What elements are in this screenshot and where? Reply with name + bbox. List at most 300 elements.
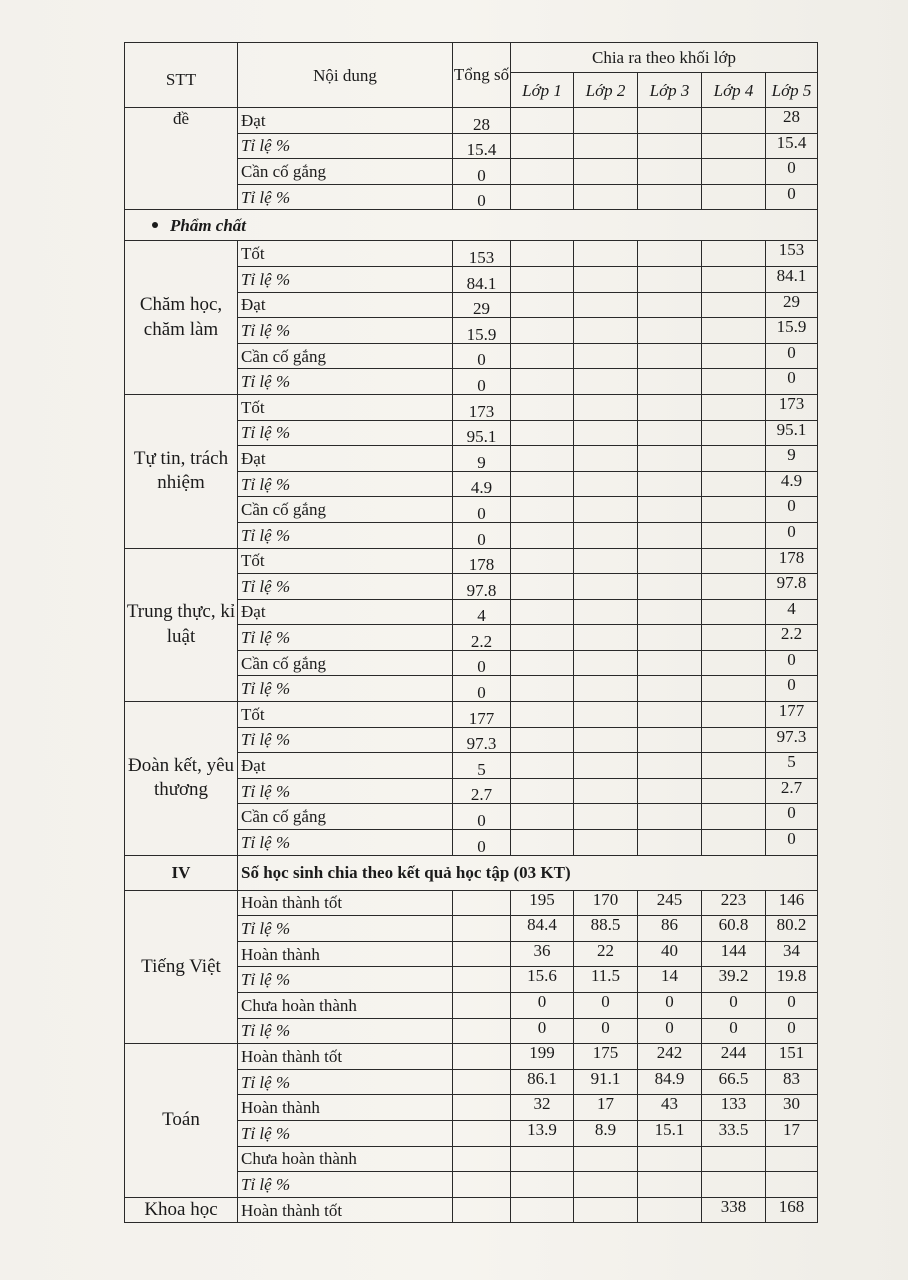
grade-5-cell: 0 [766,369,818,395]
grade-3-cell [638,1172,702,1198]
total-cell: 0 [453,497,511,523]
grade-cell [638,108,702,134]
total-cell: 0 [453,343,511,369]
row-label: Tỉ lệ % [238,318,453,344]
row-label: Cần cố gắng [238,343,453,369]
grade-5-cell: 0 [766,830,818,856]
header-noi-dung: Nội dung [238,43,453,108]
grade-5-cell: 0 [766,497,818,523]
section-pham-chat [125,210,818,241]
total-cell [453,1146,511,1172]
grade-cell [511,574,574,600]
grade-4-cell: 0 [702,1018,766,1044]
total-cell [453,967,511,993]
grade-3-cell: 15.1 [638,1120,702,1146]
total-cell: 28 [453,108,511,134]
section-pham-chat-row [125,210,818,241]
total-cell: 4 [453,599,511,625]
grade-3-cell [638,1197,702,1223]
grade-cell [702,394,766,420]
grade-5-cell: 0 [766,1018,818,1044]
section-iv-row [125,855,818,890]
grade-3-cell: 14 [638,967,702,993]
grade-cell [702,548,766,574]
grade-cell [702,625,766,651]
grade-cell [511,548,574,574]
grade-cell [574,599,638,625]
grade-cell [511,369,574,395]
grade-5-cell [766,1146,818,1172]
grade-5-cell: 0 [766,159,818,185]
grade-cell [638,394,702,420]
row-label: Hoàn thành [238,1095,453,1121]
grade-5-cell: 30 [766,1095,818,1121]
stt-de-cell: đề [125,108,238,210]
row-label: Tốt [238,702,453,728]
grade-cell [574,522,638,548]
grade-cell [638,446,702,472]
grade-cell [702,497,766,523]
grade-5-cell: 80.2 [766,916,818,942]
group-name-cell: Chăm học, chăm làm [125,241,238,395]
grade-cell [511,394,574,420]
grade-cell [511,343,574,369]
grade-5-cell: 15.9 [766,318,818,344]
grade-1-cell: 84.4 [511,916,574,942]
total-cell: 2.7 [453,778,511,804]
grade-2-cell: 8.9 [574,1120,638,1146]
grade-1-cell: 0 [511,1018,574,1044]
row-label: Tỉ lệ % [238,420,453,446]
row-label: Cần cố gắng [238,497,453,523]
grade-cell [511,159,574,185]
grade-cell [574,727,638,753]
grade-cell [574,702,638,728]
report-table [124,42,818,1223]
grade-5-cell: 0 [766,343,818,369]
row-label: Tốt [238,394,453,420]
grade-cell [511,522,574,548]
grade-5-cell: 2.2 [766,625,818,651]
grade-5-cell: 177 [766,702,818,728]
grade-cell [511,266,574,292]
total-cell [453,916,511,942]
grade-cell [638,625,702,651]
total-cell: 173 [453,394,511,420]
total-cell: 178 [453,548,511,574]
total-cell: 0 [453,159,511,185]
grade-cell [702,292,766,318]
total-cell [453,1018,511,1044]
grade-4-cell: 66.5 [702,1069,766,1095]
grade-cell [638,184,702,210]
grade-cell [638,574,702,600]
total-cell: 97.8 [453,574,511,600]
grade-cell [574,574,638,600]
total-cell: 9 [453,446,511,472]
row-label: Cần cố gắng [238,650,453,676]
grade-cell [638,241,702,267]
grade-cell [702,318,766,344]
grade-2-cell: 17 [574,1095,638,1121]
grade-cell [638,676,702,702]
grade-cell [702,830,766,856]
grade-cell [702,650,766,676]
grade-cell [511,318,574,344]
total-cell: 0 [453,522,511,548]
row-label: Đạt [238,599,453,625]
row-label: Hoàn thành [238,941,453,967]
grade-cell [511,292,574,318]
row-label: Tỉ lệ % [238,1018,453,1044]
grade-2-cell: 88.5 [574,916,638,942]
grade-5-cell: 0 [766,522,818,548]
grade-cell [638,343,702,369]
grade-cell [574,753,638,779]
group-name-cell: Tự tin, trách nhiệm [125,394,238,548]
grade-cell [574,292,638,318]
grade-cell [574,266,638,292]
row-label: Hoàn thành tốt [238,890,453,916]
total-cell: 15.9 [453,318,511,344]
row-label: Đạt [238,446,453,472]
grade-cell [638,727,702,753]
total-cell: 0 [453,804,511,830]
grade-cell [511,753,574,779]
row-label: Tỉ lệ % [238,266,453,292]
grade-5-cell: 83 [766,1069,818,1095]
grade-2-cell [574,1172,638,1198]
grade-2-cell: 22 [574,941,638,967]
grade-5-cell: 5 [766,753,818,779]
grade-4-cell: 223 [702,890,766,916]
grade-4-cell: 338 [702,1197,766,1223]
grade-5-cell: 19.8 [766,967,818,993]
grade-4-cell: 244 [702,1044,766,1070]
grade-cell [574,830,638,856]
group-name-cell: Trung thực, kỉ luật [125,548,238,702]
subject-name-cell: Khoa học [125,1197,238,1223]
grade-1-cell: 199 [511,1044,574,1070]
grade-1-cell: 195 [511,890,574,916]
grade-5-cell: 168 [766,1197,818,1223]
grade-1-cell [511,1146,574,1172]
grade-cell [638,650,702,676]
group-name-cell: Đoàn kết, yêu thương [125,702,238,856]
grade-cell [702,369,766,395]
grade-cell [702,471,766,497]
row-label: Tốt [238,548,453,574]
grade-cell [574,420,638,446]
grade-cell [511,420,574,446]
total-cell: 0 [453,369,511,395]
grade-1-cell: 36 [511,941,574,967]
grade-1-cell [511,1197,574,1223]
grade-5-cell: 28 [766,108,818,134]
header-stt-label: STT [165,70,197,89]
grade-3-cell: 242 [638,1044,702,1070]
grade-4-cell: 39.2 [702,967,766,993]
grade-cell [638,548,702,574]
grade-2-cell: 11.5 [574,967,638,993]
total-cell: 95.1 [453,420,511,446]
grade-cell [574,650,638,676]
grade-5-cell: 0 [766,650,818,676]
grade-cell [574,548,638,574]
grade-cell [702,266,766,292]
grade-cell [702,159,766,185]
header-chia-ra: Chia ra theo khối lớp [511,43,818,73]
grade-2-cell: 175 [574,1044,638,1070]
grade-5-cell: 84.1 [766,266,818,292]
grade-cell [574,241,638,267]
grade-5-cell: 146 [766,890,818,916]
row-label: Hoàn thành tốt [238,1044,453,1070]
grade-cell [574,343,638,369]
grade-5-cell: 0 [766,676,818,702]
grade-cell [702,343,766,369]
grade-5-cell: 151 [766,1044,818,1070]
total-cell: 5 [453,753,511,779]
grade-cell [574,446,638,472]
header-lop-4: Lớp 4 [702,73,766,108]
grade-cell [638,292,702,318]
grade-2-cell: 0 [574,993,638,1019]
grade-cell [638,420,702,446]
grade-cell [511,830,574,856]
row-label: Hoàn thành tốt [238,1197,453,1223]
grade-3-cell: 245 [638,890,702,916]
grade-cell [511,446,574,472]
total-cell: 2.2 [453,625,511,651]
total-cell: 0 [453,676,511,702]
total-cell: 0 [453,650,511,676]
grade-cell [638,497,702,523]
table-row [125,241,818,267]
table-row [125,548,818,574]
subject-name-cell: Tiếng Việt [125,890,238,1044]
grade-cell [702,804,766,830]
row-label: Tỉ lệ % [238,184,453,210]
grade-cell [511,599,574,625]
row-label: Tỉ lệ % [238,625,453,651]
grade-5-cell: 34 [766,941,818,967]
grade-4-cell: 133 [702,1095,766,1121]
grade-3-cell: 86 [638,916,702,942]
grade-cell [702,133,766,159]
grade-cell [702,676,766,702]
grade-5-cell: 9 [766,446,818,472]
total-cell [453,890,511,916]
grade-cell [638,753,702,779]
grade-cell [638,369,702,395]
row-label: Tỉ lệ % [238,1069,453,1095]
header-lop-5: Lớp 5 [766,73,818,108]
grade-4-cell [702,1146,766,1172]
grade-cell [638,702,702,728]
grade-3-cell: 0 [638,1018,702,1044]
grade-cell [511,471,574,497]
table-row [125,890,818,916]
grade-cell [574,108,638,134]
grade-3-cell: 40 [638,941,702,967]
subject-name-cell: Toán [125,1044,238,1198]
grade-1-cell [511,1172,574,1198]
grade-cell [702,599,766,625]
row-label: Tỉ lệ % [238,133,453,159]
row-label: Tỉ lệ % [238,1120,453,1146]
grade-cell [702,778,766,804]
header-tong-so-label: Tổng số [453,65,510,85]
total-cell [453,1069,511,1095]
grade-cell [574,471,638,497]
row-label: Cần cố gắng [238,159,453,185]
row-label: Đạt [238,753,453,779]
header-tong-so [453,43,511,108]
grade-cell [574,369,638,395]
grade-1-cell: 13.9 [511,1120,574,1146]
grade-5-cell: 29 [766,292,818,318]
grade-cell [638,159,702,185]
total-cell: 0 [453,830,511,856]
grade-5-cell: 0 [766,804,818,830]
row-label: Tỉ lệ % [238,369,453,395]
section-iv-roman: IV [125,855,238,890]
grade-2-cell: 0 [574,1018,638,1044]
grade-cell [702,753,766,779]
grade-3-cell [638,1146,702,1172]
grade-cell [511,702,574,728]
grade-5-cell: 178 [766,548,818,574]
grade-cell [511,625,574,651]
row-label: Tỉ lệ % [238,1172,453,1198]
grade-cell [511,133,574,159]
grade-5-cell [766,1172,818,1198]
grade-cell [702,446,766,472]
grade-cell [511,184,574,210]
table-row [125,108,818,134]
grade-cell [511,778,574,804]
grade-3-cell: 43 [638,1095,702,1121]
grade-cell [574,394,638,420]
grade-cell [638,804,702,830]
grade-4-cell [702,1172,766,1198]
grade-5-cell: 17 [766,1120,818,1146]
total-cell: 29 [453,292,511,318]
section-iv-title: Số học sinh chia theo kết quả học tập (03 KT) [238,855,818,890]
grade-3-cell: 84.9 [638,1069,702,1095]
grade-5-cell: 4 [766,599,818,625]
grade-cell [511,804,574,830]
row-label: Tỉ lệ % [238,471,453,497]
grade-2-cell [574,1146,638,1172]
grade-4-cell: 60.8 [702,916,766,942]
grade-cell [574,159,638,185]
row-label: Chưa hoàn thành [238,993,453,1019]
table-row [125,702,818,728]
grade-2-cell [574,1197,638,1223]
grade-4-cell: 0 [702,993,766,1019]
grade-cell [702,574,766,600]
grade-4-cell: 144 [702,941,766,967]
grade-cell [702,184,766,210]
total-cell [453,1197,511,1223]
grade-2-cell: 170 [574,890,638,916]
grade-5-cell: 97.8 [766,574,818,600]
grade-5-cell: 0 [766,993,818,1019]
grade-cell [702,108,766,134]
grade-cell [702,727,766,753]
grade-cell [702,702,766,728]
total-cell [453,1095,511,1121]
grade-cell [511,241,574,267]
table-header-row [125,43,818,73]
grade-3-cell: 0 [638,993,702,1019]
grade-cell [511,676,574,702]
grade-cell [574,184,638,210]
grade-cell [702,420,766,446]
row-label: Tỉ lệ % [238,522,453,548]
total-cell: 0 [453,184,511,210]
grade-cell [638,133,702,159]
section-pham-chat-title: Phẩm chất [170,215,247,235]
grade-cell [638,471,702,497]
grade-cell [511,650,574,676]
grade-5-cell: 15.4 [766,133,818,159]
total-cell: 15.4 [453,133,511,159]
total-cell [453,1120,511,1146]
row-label: Cần cố gắng [238,804,453,830]
grade-cell [574,804,638,830]
total-cell: 4.9 [453,471,511,497]
total-cell: 97.3 [453,727,511,753]
row-label: Chưa hoàn thành [238,1146,453,1172]
header-lop-3: Lớp 3 [638,73,702,108]
grade-5-cell: 97.3 [766,727,818,753]
bullet-icon [152,222,158,228]
total-cell [453,993,511,1019]
row-label: Tốt [238,241,453,267]
grade-cell [638,778,702,804]
total-cell [453,1044,511,1070]
grade-cell [574,133,638,159]
grade-5-cell: 173 [766,394,818,420]
grade-4-cell: 33.5 [702,1120,766,1146]
grade-cell [638,266,702,292]
row-label: Tỉ lệ % [238,676,453,702]
row-label: Tỉ lệ % [238,916,453,942]
header-stt [125,43,238,108]
grade-1-cell: 86.1 [511,1069,574,1095]
row-label: Tỉ lệ % [238,778,453,804]
grade-5-cell: 2.7 [766,778,818,804]
grade-cell [574,625,638,651]
header-lop-1: Lớp 1 [511,73,574,108]
total-cell [453,1172,511,1198]
total-cell: 177 [453,702,511,728]
row-label: Tỉ lệ % [238,727,453,753]
table-row [125,1044,818,1070]
total-cell: 84.1 [453,266,511,292]
grade-cell [511,497,574,523]
grade-cell [638,599,702,625]
grade-cell [638,318,702,344]
grade-cell [574,778,638,804]
grade-cell [574,318,638,344]
grade-1-cell: 0 [511,993,574,1019]
grade-cell [574,676,638,702]
row-label: Tỉ lệ % [238,574,453,600]
